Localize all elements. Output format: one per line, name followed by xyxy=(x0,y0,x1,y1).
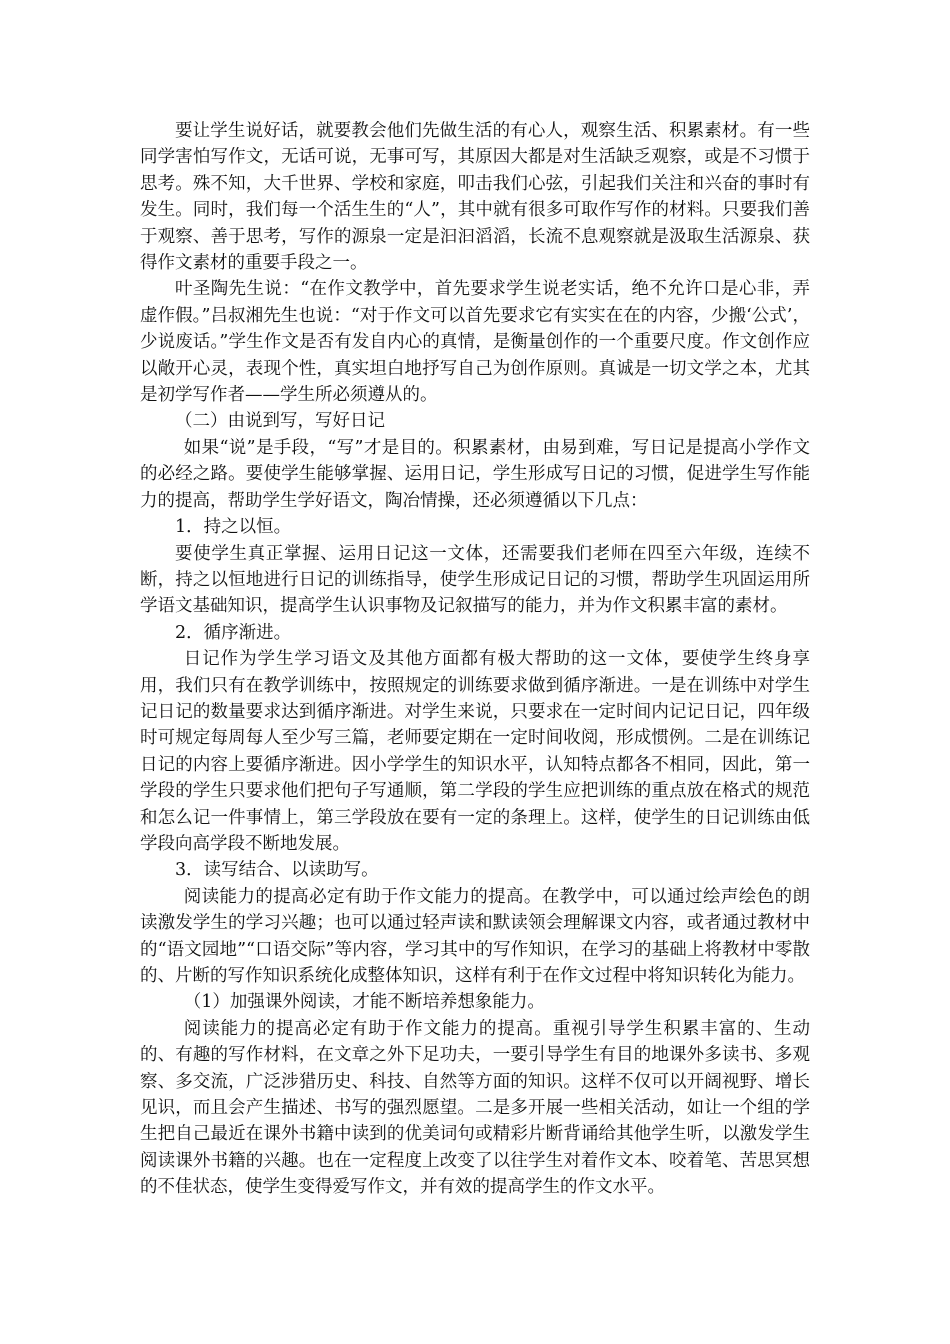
item-heading-reading-writing: 3．读写结合、以读助写。 xyxy=(175,860,379,881)
paragraph-persistence: 要使学生真正掌握、运用日记这一文体，还需要我们老师在四至六年级，连续不断，持之以恒地进行日记的训练指导，使学生形成记日记的习惯，帮助学生巩固运用所学语文基础知识，提高学生认识事物及记叙描写的能力，并为作文积累丰富的素材。 xyxy=(140,543,810,617)
paragraph-observe-life: 要让学生说好话，就要教会他们先做生活的有心人，观察生活、积累素材。有一些同学害怕写作文，无话可说，无事可写，其原因大都是对生活缺乏观察，或是不习惯于思考。殊不知，大千世界、学校和家庭，叩击我们心弦，引起我们关注和兴奋的事时有发生。同时，我们每一个活生生的“人”，其中就有很多可取作写作的材料。只要我们善于观察、善于思考，写作的源泉一定是汩汩滔滔，长流不息观察就是汲取生活源泉、获得作文素材的重要手段之一。 xyxy=(140,121,810,274)
paragraph-reading-writing: 阅读能力的提高必定有助于作文能力的提高。在教学中，可以通过绘声绘色的朗读激发学生的学习兴趣；也可以通过轻声读和默读领会理解课文内容，或者通过教材中的“语文园地”“口语交际”等内容，学习其中的写作知识，在学习的基础上将教材中零散的、片断的写作知识系统化成整体知识，这样有利于在作文过程中将知识转化为能力。 xyxy=(140,886,810,986)
document-body xyxy=(140,118,810,1201)
paragraph-extracurricular: 阅读能力的提高必定有助于作文能力的提高。重视引导学生积累丰富的、生动的、有趣的写作材料，在文章之外下足功夫，一要引导学生有目的地课外多读书、多观察、多交流，广泛涉猎历史、科技、自然等方面的知识。这样不仅可以开阔视野、增长见识，而且会产生描述、书写的强烈愿望。二是多开展一些相关活动，如让一个组的学生把自己最近在课外书籍中读到的优美词句或精彩片断背诵给其他学生听，以激发学生阅读课外书籍的兴趣。也在一定程度上改变了以往学生对着作文本、咬着笔、苦思冥想的不佳状态，使学生变得爱写作文，并有效的提高学生的作文水平。 xyxy=(140,1018,810,1198)
item-heading-gradual: 2．循序渐进。 xyxy=(175,622,292,643)
subitem-heading-extracurricular: （1）加强课外阅读，才能不断培养想象能力。 xyxy=(183,992,545,1013)
item-heading-persistence: 1．持之以恒。 xyxy=(175,517,292,538)
paragraph-ye-shengtao-quote: 叶圣陶先生说：“在作文教学中，首先要求学生说老实话，绝不允许口是心非，弄虚作假。”吕叔湘先生也说：“对于作文可以首先要求它有实实在在的内容，少搬‘公式’，少说废话。”学生作文是否有发自内心的真情，是衡量创作的一个重要尺度。作文创作应以敞开心灵，表现个性，真实坦白地抒写自己为创作原则。真诚是一切文学之本，尤其是初学写作者——学生所必须遵从的。 xyxy=(140,279,810,406)
paragraph-diary-intro: 如果“说”是手段，“写”才是目的。积累素材，由易到难，写日记是提高小学作文的必经之路。要使学生能够掌握、运用日记，学生形成写日记的习惯，促进学生写作能力的提高，帮助学生学好语文，陶冶情操，还必须遵循以下几点： xyxy=(140,437,810,511)
section-heading-diary: （二）由说到写，写好日记 xyxy=(175,411,385,432)
paragraph-gradual: 日记作为学生学习语文及其他方面都有极大帮助的这一文体，要使学生终身享用，我们只有在教学训练中，按照规定的训练要求做到循序渐进。一是在训练中对学生记日记的数量要求达到循序渐进。对学生来说，只要求在一定时间内记记日记，四年级时可规定每周每人至少写三篇，老师要定期在一定时间收阅，形成惯例。二是在训练记日记的内容上要循序渐进。因小学学生的知识水平，认知特点都各不相同，因此，第一学段的学生只要求他们把句子写通顺，第二学段的学生应把训练的重点放在格式的规范和怎么记一件事情上，第三学段放在要有一定的条理上。这样，使学生的日记训练由低学段向高学段不断地发展。 xyxy=(140,649,810,854)
